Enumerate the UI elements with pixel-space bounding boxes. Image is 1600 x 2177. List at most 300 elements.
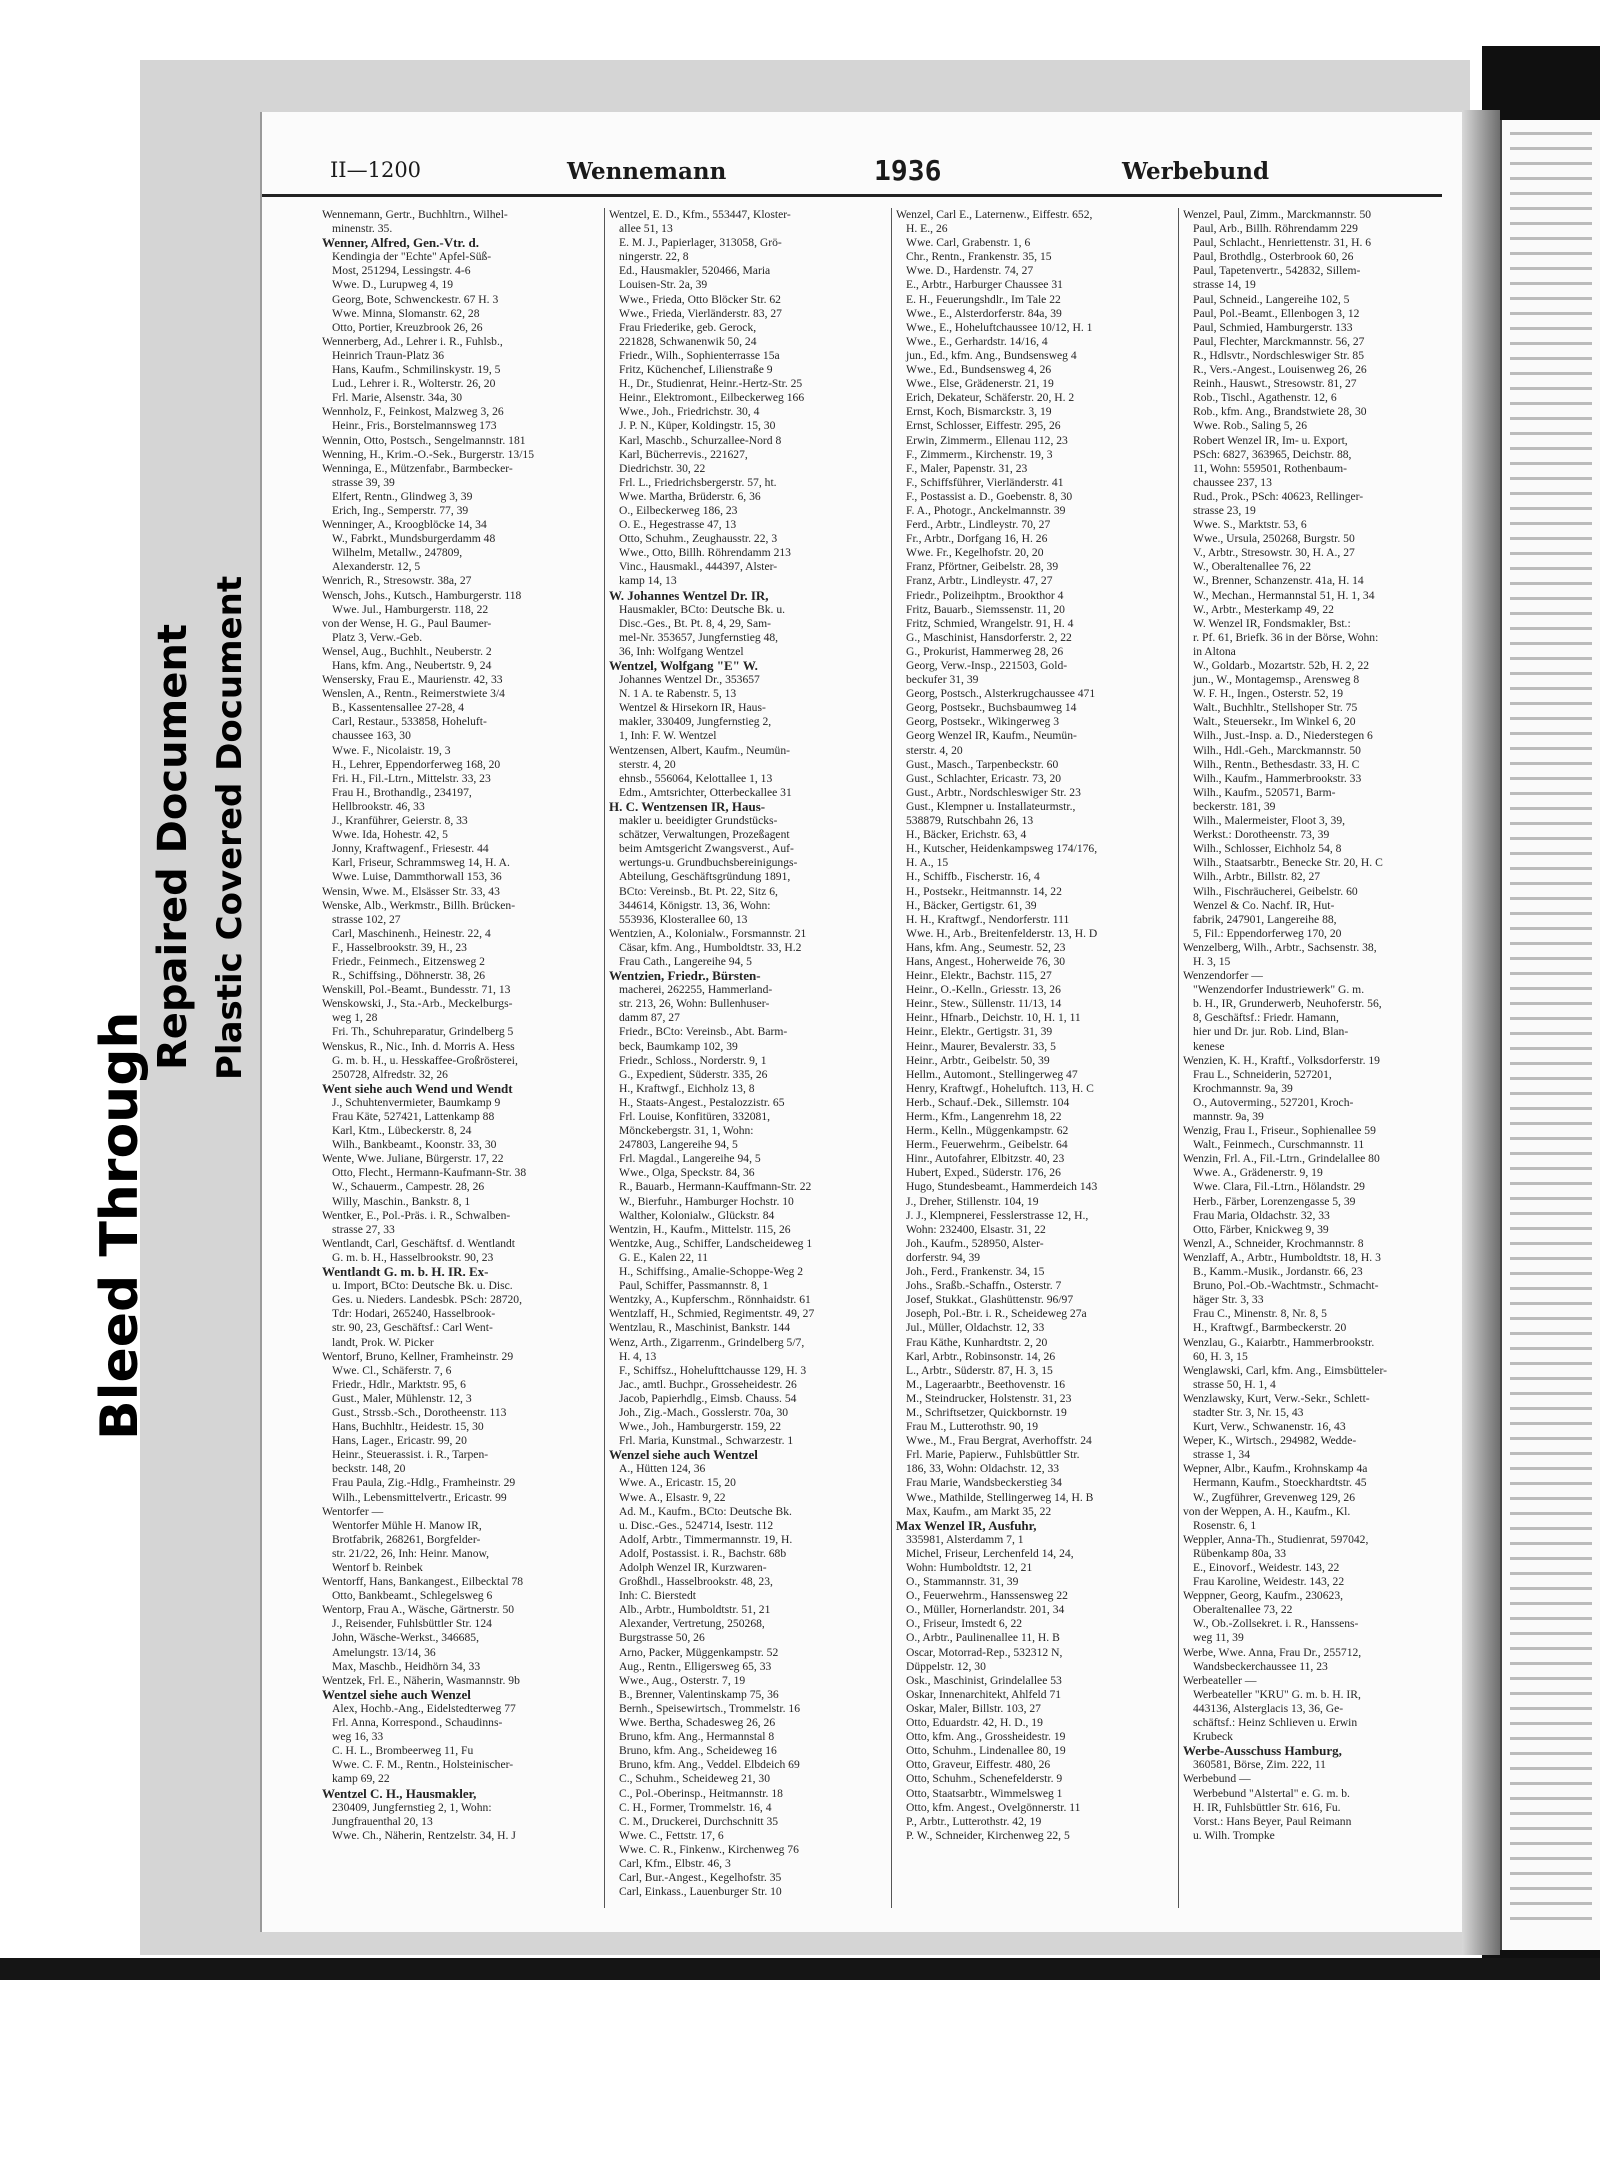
directory-entry: Wenzendorfer — bbox=[1183, 969, 1263, 983]
directory-entry: Jul., Müller, Oldachstr. 12, 33 bbox=[906, 1321, 1045, 1335]
directory-entry: V., Arbtr., Stresowstr. 30, H. A., 27 bbox=[1193, 546, 1355, 560]
directory-entry: Paul, Arb., Billh. Röhrendamm 229 bbox=[1193, 222, 1358, 236]
adjacent-page-text-line bbox=[1510, 1572, 1592, 1575]
directory-entry: O., Arbtr., Paulinenallee 11, H. B bbox=[906, 1631, 1060, 1645]
directory-entry: Joseph, Pol.-Btr. i. R., Scheideweg 27a bbox=[906, 1307, 1087, 1321]
adjacent-page-text-line bbox=[1510, 372, 1592, 375]
directory-entry: Elfert, Rentn., Glindweg 3, 39 bbox=[332, 489, 473, 503]
directory-entry: "Wenzendorfer Industriewerk" G. m. bbox=[1193, 983, 1365, 997]
directory-entry: Wentzensen, Albert, Kaufm., Neumün- bbox=[609, 743, 790, 757]
directory-entry: Carl, Restaur., 533858, Hoheluft- bbox=[332, 715, 487, 729]
directory-entry: Alb., Arbtr., Humboldtstr. 51, 21 bbox=[619, 1603, 771, 1617]
directory-entry: 344614, Königstr. 13, 36, Wohn: bbox=[619, 898, 771, 912]
adjacent-page-text-line bbox=[1510, 1812, 1592, 1815]
adjacent-page-text-line bbox=[1510, 1047, 1592, 1050]
directory-entry: H., Kraftwgf., Eichholz 13, 8 bbox=[619, 1081, 755, 1095]
directory-entry: Franz, Arbtr., Lindleystr. 47, 27 bbox=[906, 574, 1053, 588]
directory-entry: Wenzl, A., Schneider, Krochmannstr. 8 bbox=[1183, 1236, 1364, 1250]
directory-entry: strasse 50, H. 1, 4 bbox=[1193, 1377, 1276, 1391]
directory-entry: Friedr., Feinmech., Eitzensweg 2 bbox=[332, 954, 485, 968]
directory-entry: Ad. M., Kaufm., BCto: Deutsche Bk. bbox=[619, 1504, 792, 1518]
directory-entry: ehnsb., 556064, Kelottallee 1, 13 bbox=[619, 771, 773, 785]
directory-entry: Georg, Postsekr., Buchsbaumweg 14 bbox=[906, 701, 1077, 715]
directory-entry: Gust., Strssb.-Sch., Dorotheenstr. 113 bbox=[332, 1405, 507, 1419]
directory-entry: Heinr., Steuerassist. i. R., Tarpen- bbox=[332, 1448, 489, 1462]
directory-entry: u. Disc.-Ges., 524714, Isestr. 112 bbox=[619, 1518, 774, 1532]
adjacent-page-text-line bbox=[1510, 387, 1592, 390]
directory-entry: Wenner, Alfred, Gen.-Vtr. d. bbox=[322, 235, 479, 251]
directory-entry: H., Kutscher, Heidenkampsweg 174/176, bbox=[906, 842, 1098, 856]
directory-entry: Hellbrookstr. 46, 33 bbox=[332, 799, 425, 813]
directory-entry: Frau Friederike, geb. Gerock, bbox=[619, 320, 757, 334]
directory-entry: Frau Karoline, Weidestr. 143, 22 bbox=[1193, 1575, 1345, 1589]
directory-entry: J., Schuhtenvermieter, Baumkamp 9 bbox=[332, 1095, 501, 1109]
adjacent-page-text-line bbox=[1510, 897, 1592, 900]
directory-entry: Otto, Schuhm., Zeughausstr. 22, 3 bbox=[619, 532, 778, 546]
directory-entry: G. m. b. H., Hasselbrookstr. 90, 23 bbox=[332, 1250, 494, 1264]
directory-entry: Carl, Maschinenh., Heinestr. 22, 4 bbox=[332, 926, 491, 940]
directory-entry: G., Maschinist, Hansdorferstr. 2, 22 bbox=[906, 630, 1072, 644]
directory-entry: W. Johannes Wentzel Dr. IR, bbox=[609, 587, 769, 603]
adjacent-page-text-line bbox=[1510, 1227, 1592, 1230]
directory-entry: Friedr., Wilh., Sophienterrasse 15a bbox=[619, 348, 780, 362]
directory-entry: Wwe., Olga, Speckstr. 84, 36 bbox=[619, 1166, 755, 1180]
directory-entry: Heinr., Fris., Borstelmannsweg 173 bbox=[332, 419, 497, 433]
directory-entry: Wensch, Johs., Kutsch., Hamburgerstr. 118 bbox=[322, 588, 522, 602]
directory-entry: Wenslen, A., Rentn., Reimerstwiete 3/4 bbox=[322, 687, 505, 701]
directory-entry: R., Hdlsvtr., Nordschleswiger Str. 85 bbox=[1193, 348, 1365, 362]
directory-entry: W., Fabrkt., Mundsburgerdamm 48 bbox=[332, 532, 496, 546]
directory-entry: Erich, Ing., Semperstr. 77, 39 bbox=[332, 503, 469, 517]
directory-entry: Adolf, Arbtr., Timmermannstr. 19, H. bbox=[619, 1532, 793, 1546]
directory-entry: Wentzin, H., Kaufm., Mittelstr. 115, 26 bbox=[609, 1222, 791, 1236]
directory-entry: Werbeateller — bbox=[1183, 1673, 1257, 1687]
adjacent-page-text-line bbox=[1510, 357, 1592, 360]
adjacent-page-text-line bbox=[1510, 402, 1592, 405]
adjacent-page-text-line bbox=[1510, 852, 1592, 855]
adjacent-page-text-line bbox=[1510, 1527, 1592, 1530]
directory-entry: Diedrichstr. 30, 22 bbox=[619, 461, 706, 475]
directory-entry: Heinr., Stew., Süllenstr. 11/13, 14 bbox=[906, 997, 1062, 1011]
directory-entry: Johannes Wentzel Dr., 353657 bbox=[619, 673, 760, 687]
directory-entry: R., Bauarb., Hermann-Kauffmann-Str. 22 bbox=[619, 1180, 812, 1194]
directory-entry: Karl, Arbtr., Robinsonstr. 14, 26 bbox=[906, 1349, 1056, 1363]
directory-entry: Wwe. C. F. M., Rentn., Holsteinischer- bbox=[332, 1758, 514, 1772]
directory-entry: strasse 27, 33 bbox=[332, 1222, 395, 1236]
directory-entry: makler, 330409, Jungfernstieg 2, bbox=[619, 715, 772, 729]
adjacent-page-text-line bbox=[1510, 717, 1592, 720]
directory-entry: Frau Marie, Wandsbeckerstieg 34 bbox=[906, 1476, 1062, 1490]
directory-entry: Paul, Schiffer, Passmannstr. 8, 1 bbox=[619, 1279, 769, 1293]
directory-entry: strasse 23, 19 bbox=[1193, 503, 1256, 517]
directory-entry: O., Autoverming., 527201, Kroch- bbox=[1193, 1095, 1354, 1109]
directory-entry: Paul, Brothdlg., Osterbrook 60, 26 bbox=[1193, 250, 1354, 264]
adjacent-page-text-line bbox=[1510, 762, 1592, 765]
directory-entry: Frl. L., Friedrichsbergerstr. 57, ht. bbox=[619, 475, 777, 489]
directory-entry: 250728, Alfredstr. 32, 26 bbox=[332, 1067, 448, 1081]
directory-entry: Lud., Lehrer i. R., Wolterstr. 26, 20 bbox=[332, 377, 496, 391]
directory-entry: Wwe. Clara, Fil.-Ltrn., Hölandstr. 29 bbox=[1193, 1180, 1365, 1194]
directory-entry: Heinr., Elektr., Gertigstr. 31, 39 bbox=[906, 1025, 1053, 1039]
directory-entry: Ges. u. Nieders. Landesbk. PSch: 28720, bbox=[332, 1293, 522, 1307]
directory-entry: Wandsbeckerchaussee 11, 23 bbox=[1193, 1659, 1328, 1673]
directory-entry: schätzer, Verwaltungen, Prozeßagent bbox=[619, 828, 790, 842]
directory-entry: Rud., Prok., PSch: 40623, Rellinger- bbox=[1193, 489, 1364, 503]
directory-entry: Gust., Masch., Tarpenbeckstr. 60 bbox=[906, 757, 1059, 771]
directory-entry: W., Zugführer, Grevenweg 129, 26 bbox=[1193, 1490, 1356, 1504]
directory-entry: P. W., Schneider, Kirchenweg 22, 5 bbox=[906, 1828, 1070, 1842]
directory-entry: Wwe. Luise, Dammthorwall 153, 36 bbox=[332, 870, 502, 884]
column-1 bbox=[322, 208, 602, 1908]
directory-entry: 360581, Börse, Zim. 222, 11 bbox=[1193, 1758, 1326, 1772]
directory-entry: H. IR, Fuhlsbüttler Str. 616, Fu. bbox=[1193, 1800, 1341, 1814]
directory-entry: Wensersky, Frau E., Maurienstr. 42, 33 bbox=[322, 673, 503, 687]
directory-entry: Vorst.: Hans Beyer, Paul Reimann bbox=[1193, 1814, 1352, 1828]
directory-entry: Wentorp, Frau A., Wäsche, Gärtnerstr. 50 bbox=[322, 1603, 515, 1617]
directory-entry: Wentker, E., Pol.-Präs. i. R., Schwalben- bbox=[322, 1208, 511, 1222]
directory-entry: Wentlandt, Carl, Geschäftsf. d. Wentlandt bbox=[322, 1236, 516, 1250]
directory-entry: H. E., 26 bbox=[906, 222, 948, 236]
directory-entry: Hellm., Automont., Stellingerweg 47 bbox=[906, 1067, 1078, 1081]
directory-entry: Hans, kfm. Ang., Neubertstr. 9, 24 bbox=[332, 659, 492, 672]
adjacent-page-text-line bbox=[1510, 1017, 1592, 1020]
adjacent-page-text-line bbox=[1510, 1707, 1592, 1710]
directory-entry: sterstr. 4, 20 bbox=[906, 743, 963, 757]
adjacent-page-text-line bbox=[1510, 612, 1592, 615]
directory-entry: Wenskus, R., Nic., Inh. d. Morris A. Hess bbox=[322, 1039, 515, 1053]
directory-entry: Paul, Schlacht., Henriettenstr. 31, H. 6 bbox=[1193, 236, 1372, 250]
directory-entry: Wenzin, Frl. A., Fil.-Ltrn., Grindelallee 80 bbox=[1183, 1152, 1380, 1166]
directory-entry: Wilh., Just.-Insp. a. D., Niederstegen 6 bbox=[1193, 729, 1373, 743]
directory-entry: Wwe. Carl, Grabenstr. 1, 6 bbox=[906, 236, 1031, 250]
directory-entry: Bernh., Speisewirtsch., Trommelstr. 16 bbox=[619, 1701, 800, 1715]
page-header bbox=[262, 154, 1442, 197]
directory-entry: kamp 14, 13 bbox=[619, 574, 677, 588]
directory-entry: minenstr. 35. bbox=[332, 222, 393, 236]
directory-entry: Herb., Schauf.-Dek., Sillemstr. 104 bbox=[906, 1095, 1070, 1109]
directory-entry: Wenzel, Carl E., Laternenw., Eiffestr. 652, bbox=[896, 208, 1093, 221]
directory-entry: Frau Käte, 527421, Lattenkamp 88 bbox=[332, 1110, 495, 1123]
adjacent-page-text-line bbox=[1510, 747, 1592, 750]
adjacent-page-text-line bbox=[1510, 1662, 1592, 1665]
directory-entry: Hinr., Autofahrer, Elbitzstr. 40, 23 bbox=[906, 1152, 1065, 1166]
directory-entry: Otto, Flecht., Hermann-Kaufmann-Str. 38 bbox=[332, 1166, 527, 1180]
adjacent-page-text-line bbox=[1510, 447, 1592, 450]
directory-entry: Willy, Maschin., Bankstr. 8, 1 bbox=[332, 1194, 471, 1208]
adjacent-page-text-line bbox=[1510, 207, 1592, 210]
directory-entry: Gust., Klempner u. Installateurmstr., bbox=[906, 799, 1076, 813]
directory-entry: M., Lageraarbtr., Beethovenstr. 16 bbox=[906, 1377, 1066, 1391]
adjacent-page-text-line bbox=[1510, 1797, 1592, 1800]
directory-entry: Fritz, Küchenchef, Lilienstraße 9 bbox=[619, 363, 773, 377]
directory-entry: Wenzien, K. H., Kraftf., Volksdorferstr. 19 bbox=[1183, 1053, 1380, 1067]
directory-entry: Edm., Amtsrichter, Otterbeckallee 31 bbox=[619, 785, 792, 799]
directory-entry: Walt., Feinmech., Curschmannstr. 11 bbox=[1193, 1138, 1365, 1152]
directory-entry: beck, Baumkamp 102, 39 bbox=[619, 1039, 738, 1053]
directory-entry: Otto, kfm. Angest., Ovelgönnerstr. 11 bbox=[906, 1800, 1081, 1814]
directory-entry: Cäsar, kfm. Ang., Humboldtstr. 33, H.2 bbox=[619, 940, 802, 954]
directory-entry: beckerstr. 181, 39 bbox=[1193, 799, 1276, 813]
directory-entry: Frl. Louise, Konfitüren, 332081, bbox=[619, 1110, 771, 1123]
directory-entry: Karl, Ktm., Lübeckerstr. 8, 24 bbox=[332, 1124, 472, 1138]
header-year: 1936 bbox=[874, 154, 942, 187]
adjacent-page-text-line bbox=[1510, 477, 1592, 480]
adjacent-page-text-line bbox=[1510, 252, 1592, 255]
directory-entry: Hans, Lager., Ericastr. 99, 20 bbox=[332, 1434, 467, 1448]
directory-entry: P., Arbtr., Lutterothstr. 42, 19 bbox=[906, 1814, 1042, 1828]
directory-entry: Wenglawski, Carl, kfm. Ang., Eimsbütteler- bbox=[1183, 1363, 1387, 1377]
directory-entry: W., Schauerm., Campestr. 28, 26 bbox=[332, 1180, 485, 1194]
directory-entry: M., Steindrucker, Holstenstr. 31, 23 bbox=[906, 1391, 1072, 1405]
directory-entry: Otto, kfm. Ang., Grossheidestr. 19 bbox=[906, 1730, 1066, 1744]
directory-entry: B., Brenner, Valentinskamp 75, 36 bbox=[619, 1687, 779, 1701]
directory-entry: H., Dr., Studienrat, Heinr.-Hertz-Str. 25 bbox=[619, 377, 803, 391]
directory-entry: Wenninger, A., Kroogblöcke 14, 34 bbox=[322, 518, 487, 532]
directory-entry: Paul, Tapetenvertr., 542832, Sillem- bbox=[1193, 264, 1361, 278]
directory-entry: Heinr., Arbtr., Geibelstr. 50, 39 bbox=[906, 1053, 1050, 1067]
adjacent-page-text-line bbox=[1510, 1257, 1592, 1260]
directory-entry: Georg, Postsch., Alsterkrugchaussee 471 bbox=[906, 687, 1096, 701]
directory-entry: Werbe, Wwe. Anna, Frau Dr., 255712, bbox=[1183, 1645, 1362, 1659]
directory-entry: Wwe., Frieda, Vierländerstr. 83, 27 bbox=[619, 306, 782, 320]
directory-entry: Wwe. H., Arb., Breitenfelderstr. 13, H. D bbox=[906, 926, 1098, 940]
directory-entry: Karl, Maschb., Schurzallee-Nord 8 bbox=[619, 433, 782, 447]
directory-entry: Wilh., Rentn., Bethesdastr. 33, H. C bbox=[1193, 757, 1360, 771]
adjacent-page-text-line bbox=[1510, 1242, 1592, 1245]
directory-entry: H., Lehrer, Eppendorferweg 168, 20 bbox=[332, 757, 501, 771]
directory-entry: F., Zimmerm., Kirchenstr. 19, 3 bbox=[906, 447, 1053, 461]
directory-entry: Herm., Kfm., Langenrehm 18, 22 bbox=[906, 1110, 1062, 1123]
directory-entry: Otto, Schuhm., Schenefelderstr. 9 bbox=[906, 1772, 1063, 1786]
adjacent-page-text-line bbox=[1510, 147, 1592, 150]
directory-entry: Wenzel siehe auch Wentzel bbox=[609, 1447, 758, 1463]
directory-entry: O., Stammannstr. 31, 39 bbox=[906, 1575, 1019, 1589]
directory-entry: Wensel, Aug., Buchhlt., Neuberstr. 2 bbox=[322, 644, 492, 658]
directory-entry: Frau L., Schneiderin, 527201, bbox=[1193, 1067, 1332, 1081]
directory-entry: John, Wäsche-Werkst., 346685, bbox=[332, 1631, 479, 1645]
directory-entry: W., Goldarb., Mozartstr. 52b, H. 2, 22 bbox=[1193, 659, 1370, 672]
directory-entry: H. 4, 13 bbox=[619, 1349, 657, 1363]
directory-entry: Ernst, Koch, Bismarckstr. 3, 19 bbox=[906, 405, 1052, 419]
column-divider bbox=[604, 208, 605, 1908]
adjacent-page-text-line bbox=[1510, 1722, 1592, 1725]
directory-entry: von der Weppen, A. H., Kaufm., Kl. bbox=[1183, 1504, 1351, 1518]
directory-entry: Fritz, Bauarb., Siemssenstr. 11, 20 bbox=[906, 602, 1065, 616]
directory-entry: Wwe. C. R., Finkenw., Kirchenweg 76 bbox=[619, 1842, 799, 1856]
directory-entry: Arno, Packer, Müggenkampstr. 52 bbox=[619, 1645, 779, 1659]
directory-entry: beim Amtsgericht Zwangsverst., Auf- bbox=[619, 842, 794, 856]
directory-entry: G., Prokurist, Hammerweg 28, 26 bbox=[906, 644, 1064, 658]
directory-entry: Werbeateller "KRU" G. m. b. H. IR, bbox=[1193, 1687, 1361, 1701]
directory-entry: Wennerberg, Ad., Lehrer i. R., Fuhlsb., bbox=[322, 334, 503, 348]
directory-entry: Wensin, Wwe. M., Elsässer Str. 33, 43 bbox=[322, 884, 500, 898]
directory-entry: häger Str. 3, 33 bbox=[1193, 1293, 1264, 1307]
directory-entry: H., Schiffsing., Amalie-Schoppe-Weg 2 bbox=[619, 1265, 803, 1279]
directory-entry: Vinc., Hausmakl., 444397, Alster- bbox=[619, 560, 778, 574]
adjacent-page-text-line bbox=[1510, 807, 1592, 810]
directory-entry: Wenninga, E., Mützenfabr., Barmbecker- bbox=[322, 461, 513, 475]
directory-entry: Heinr., Elektr., Bachstr. 115, 27 bbox=[906, 969, 1052, 983]
directory-entry: Wentzel & Hirsekorn IR, Haus- bbox=[619, 701, 766, 715]
adjacent-page-text-line bbox=[1510, 1302, 1592, 1305]
directory-entry: Wwe. Bertha, Schadesweg 26, 26 bbox=[619, 1716, 776, 1730]
directory-entry: weg 1, 28 bbox=[332, 1011, 378, 1025]
directory-entry: Aug., Rentn., Elligersweg 65, 33 bbox=[619, 1659, 772, 1673]
directory-entry: Frau M., Lutterothstr. 90, 19 bbox=[906, 1420, 1039, 1434]
directory-entry: R., Vers.-Angest., Louisenweg 26, 26 bbox=[1193, 363, 1367, 377]
adjacent-page-text-line bbox=[1510, 822, 1592, 825]
adjacent-page-text-line bbox=[1510, 1077, 1592, 1080]
directory-entry: Wwe. Martha, Brüderstr. 6, 36 bbox=[619, 489, 761, 503]
directory-entry: Hans, Angest., Hoherweide 76, 30 bbox=[906, 954, 1066, 968]
directory-entry: Großhdl., Hasselbrookstr. 48, 23, bbox=[619, 1575, 773, 1589]
directory-entry: Düppelstr. 12, 30 bbox=[906, 1659, 986, 1673]
directory-entry: allee 51, 13 bbox=[619, 222, 673, 236]
directory-entry: Heinr., Elektromont., Eilbeckerweg 166 bbox=[619, 391, 805, 405]
directory-entry: Wepner, Albr., Kaufm., Krohnskamp 4a bbox=[1183, 1462, 1368, 1476]
adjacent-page-text-line bbox=[1510, 1782, 1592, 1785]
directory-entry: Wilh., Fischräucherei, Geibelstr. 60 bbox=[1193, 884, 1358, 898]
directory-entry: Wwe. Minna, Slomanstr. 62, 28 bbox=[332, 306, 480, 320]
adjacent-page-text-line bbox=[1510, 1842, 1592, 1845]
directory-entry: Wentzel, E. D., Kfm., 553447, Kloster- bbox=[609, 208, 791, 221]
directory-entry: Jungfrauenthal 20, 13 bbox=[332, 1814, 433, 1828]
directory-entry: Walt., Buchhltr., Stellshoper Str. 75 bbox=[1193, 701, 1358, 715]
directory-entry: Karl, Friseur, Schrammsweg 14, H. A. bbox=[332, 856, 510, 870]
directory-entry: strasse 14, 19 bbox=[1193, 278, 1256, 292]
label-repaired-document: Repaired Document bbox=[150, 624, 196, 1070]
directory-entry: Gust., Arbtr., Nordschleswiger Str. 23 bbox=[906, 785, 1081, 799]
directory-entry: PSch: 6827, 363965, Deichstr. 88, bbox=[1193, 447, 1352, 461]
directory-entry: Wenzlau, G., Kaiarbtr., Hammerbrookstr. bbox=[1183, 1335, 1375, 1349]
directory-entry: Wenskill, Pol.-Beamt., Bundesstr. 71, 13 bbox=[322, 983, 511, 997]
directory-entry: Brotfabrik, 268261, Borgfelder- bbox=[332, 1532, 481, 1546]
directory-entry: makler u. beeidigter Grundstücks- bbox=[619, 814, 778, 828]
directory-entry: Wentzek, Frl. E., Näherin, Wasmannstr. 9b bbox=[322, 1673, 520, 1687]
directory-entry: E. H., Feuerungshdlr., Im Tale 22 bbox=[906, 292, 1061, 306]
directory-entry: Frau Cath., Langereihe 94, 5 bbox=[619, 954, 752, 968]
directory-entry: Henry, Kraftwgf., Hoheluftch. 113, H. C bbox=[906, 1081, 1094, 1095]
directory-entry: Herm., Kelln., Müggenkampstr. 62 bbox=[906, 1124, 1069, 1138]
directory-entry: G. m. b. H., u. Hesskaffee-Großrösterei, bbox=[332, 1053, 518, 1067]
directory-entry: Karl, Bücherrevis., 221627, bbox=[619, 447, 748, 461]
adjacent-page-text-line bbox=[1510, 1827, 1592, 1830]
directory-entry: 36, Inh: Wolfgang Wentzel bbox=[619, 644, 744, 658]
directory-entry: Ed., Hausmakler, 520466, Maria bbox=[619, 264, 771, 278]
directory-entry: A., Hütten 124, 36 bbox=[619, 1462, 706, 1476]
directory-entry: Joh., Zig.-Mach., Gosslerstr. 70a, 30 bbox=[619, 1405, 789, 1419]
directory-entry: Werbe-Ausschuss Hamburg, bbox=[1183, 1743, 1342, 1759]
directory-entry: Oskar, Maler, Billstr. 103, 27 bbox=[906, 1701, 1041, 1715]
directory-entry: Alexanderstr. 12, 5 bbox=[332, 560, 421, 574]
directory-entry: Wentzlau, R., Maschinist, Bankstr. 144 bbox=[609, 1321, 791, 1335]
directory-entry: strasse 1, 34 bbox=[1193, 1448, 1250, 1462]
directory-entry: Wentorfer — bbox=[322, 1504, 384, 1518]
directory-entry: Joh., Ferd., Frankenstr. 34, 15 bbox=[906, 1265, 1045, 1279]
adjacent-page-text-line bbox=[1510, 702, 1592, 705]
adjacent-page-text-line bbox=[1510, 1422, 1592, 1425]
directory-entry: Wenzlawsky, Kurt, Verw.-Sekr., Schlett- bbox=[1183, 1391, 1370, 1405]
directory-entry: Wwe. S., Marktstr. 53, 6 bbox=[1193, 518, 1307, 532]
annotation-labels bbox=[60, 480, 250, 1440]
directory-entry: Wenskowski, J., Sta.-Arb., Meckelburgs- bbox=[322, 997, 513, 1011]
directory-entry: hier und Dr. jur. Rob. Lind, Blan- bbox=[1193, 1025, 1349, 1039]
directory-entry: Wentorff, Hans, Bankangest., Eilbecktal 78 bbox=[322, 1575, 524, 1589]
directory-entry: L., Arbtr., Süderstr. 87, H. 3, 15 bbox=[906, 1363, 1053, 1377]
directory-entry: F., Maler, Papenstr. 31, 23 bbox=[906, 461, 1028, 475]
directory-entry: b. H., IR, Grunderwerb, Neuhoferstr. 56, bbox=[1193, 997, 1382, 1011]
directory-entry: Kendingia der "Echte" Apfel-Süß- bbox=[332, 250, 492, 264]
adjacent-page-text-line bbox=[1510, 162, 1592, 165]
adjacent-page-text-line bbox=[1510, 1557, 1592, 1560]
directory-entry: Reinh., Hauswt., Stresowstr. 81, 27 bbox=[1193, 377, 1357, 391]
directory-entry: jun., Ed., kfm. Ang., Bundsensweg 4 bbox=[906, 348, 1077, 362]
directory-entry: E. M. J., Papierlager, 313058, Grö- bbox=[619, 236, 782, 250]
directory-entry: Alex, Hochb.-Ang., Eidelstedterweg 77 bbox=[332, 1701, 516, 1715]
directory-entry: Weppler, Anna-Th., Studienrat, 597042, bbox=[1183, 1532, 1369, 1546]
directory-entry: Wilh., Staatsarbtr., Benecke Str. 20, H. C bbox=[1193, 856, 1383, 870]
directory-entry: Otto, Eduardstr. 42, H. D., 19 bbox=[906, 1716, 1043, 1730]
directory-entry: fabrik, 247901, Langereihe 88, bbox=[1193, 912, 1337, 926]
directory-entry: Ernst, Schlosser, Eiffestr. 295, 26 bbox=[906, 419, 1061, 433]
directory-entry: F., Postassist a. D., Goebenstr. 8, 30 bbox=[906, 489, 1073, 503]
directory-entry: Bruno, kfm. Ang., Scheideweg 16 bbox=[619, 1744, 777, 1758]
directory-entry: Hausmakler, BCto: Deutsche Bk. u. bbox=[619, 602, 786, 616]
directory-entry: Jacob, Papierhdlg., Eimsb. Chauss. 54 bbox=[619, 1391, 797, 1405]
directory-entry: Wwe., Frieda, Otto Blöcker Str. 62 bbox=[619, 292, 781, 306]
adjacent-page-text-line bbox=[1510, 1062, 1592, 1065]
directory-entry: Disc.-Ges., Bt. Pt. 8, 4, 29, Sam- bbox=[619, 616, 772, 630]
scan-top-margin bbox=[0, 0, 1600, 48]
directory-entry: Fri. Th., Schuhreparatur, Grindelberg 5 bbox=[332, 1025, 514, 1039]
directory-entry: Wenning, H., Krim.-O.-Sek., Burgerstr. 13/15 bbox=[322, 447, 535, 461]
adjacent-page-text-line bbox=[1510, 1362, 1592, 1365]
adjacent-page-text-line bbox=[1510, 1542, 1592, 1545]
directory-entry: Hans, kfm. Ang., Seumestr. 52, 23 bbox=[906, 940, 1066, 954]
directory-entry: 186, 33, Wohn: Oldachstr. 12, 33 bbox=[906, 1462, 1060, 1476]
directory-entry: Werbebund "Alstertal" e. G. m. b. bbox=[1193, 1786, 1350, 1800]
directory-entry: str. 21/22, 26, Inh: Heinr. Manow, bbox=[332, 1546, 490, 1560]
directory-entry: Werbebund — bbox=[1183, 1772, 1251, 1786]
adjacent-page-text-line bbox=[1510, 417, 1592, 420]
directory-entry: N. 1 A. te Rabenstr. 5, 13 bbox=[619, 687, 737, 701]
column-2 bbox=[609, 208, 889, 1908]
directory-entry: Rob., Tischl., Agathenstr. 12, 6 bbox=[1193, 391, 1337, 405]
adjacent-page-text-line bbox=[1510, 1377, 1592, 1380]
adjacent-page-text-line bbox=[1510, 1437, 1592, 1440]
directory-entry: Otto, Portier, Kreuzbrook 26, 26 bbox=[332, 320, 483, 334]
directory-entry: Wilh., Kaufm., 520571, Barm- bbox=[1193, 785, 1336, 799]
directory-entry: Erich, Dekateur, Schäferstr. 20, H. 2 bbox=[906, 391, 1075, 405]
adjacent-page-text-line bbox=[1510, 792, 1592, 795]
directory-entry: H., Bäcker, Erichstr. 63, 4 bbox=[906, 828, 1027, 842]
directory-entry: Osk., Maschinist, Grindelallee 53 bbox=[906, 1673, 1062, 1687]
directory-entry: Adolf, Postassist. i. R., Bachstr. 68b bbox=[619, 1546, 787, 1560]
directory-entry: Frau Käthe, Kunhardtstr. 2, 20 bbox=[906, 1335, 1048, 1349]
directory-entry: F., Hasselbrookstr. 39, H., 23 bbox=[332, 940, 467, 954]
directory-entry: Carl, Einkass., Lauenburger Str. 10 bbox=[619, 1885, 782, 1899]
directory-entry: chaussee 163, 30 bbox=[332, 729, 411, 743]
adjacent-page-text-line bbox=[1510, 522, 1592, 525]
directory-entry: C., Schuhm., Scheideweg 21, 30 bbox=[619, 1772, 771, 1786]
adjacent-page-text-line bbox=[1510, 1872, 1592, 1875]
directory-entry: landt, Prok. W. Picker bbox=[332, 1335, 434, 1349]
directory-entry: Wwe. A., Elsastr. 9, 22 bbox=[619, 1490, 726, 1504]
directory-entry: Wwe. D., Hardenstr. 74, 27 bbox=[906, 264, 1034, 278]
adjacent-page-text-line bbox=[1510, 1737, 1592, 1740]
directory-entry: Wentlandt G. m. b. H. IR. Ex- bbox=[322, 1264, 489, 1280]
directory-entry: J., Dreher, Stillenstr. 104, 19 bbox=[906, 1194, 1039, 1208]
